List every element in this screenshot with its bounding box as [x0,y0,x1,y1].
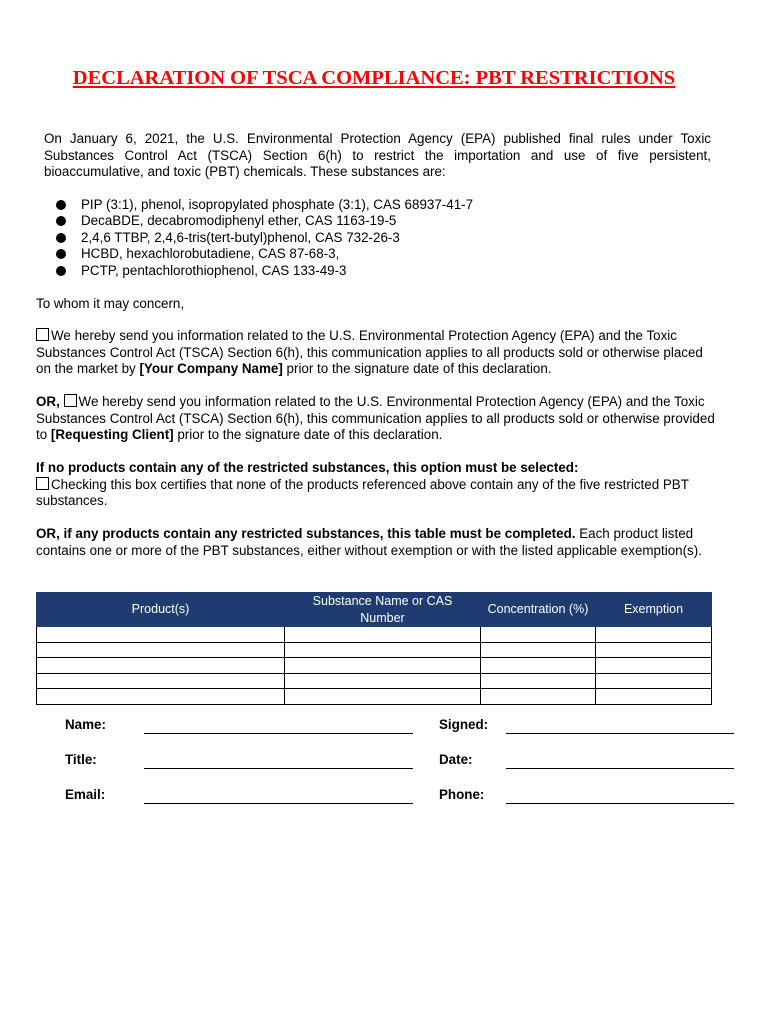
product-cell[interactable] [37,673,285,689]
option-company-paragraph [36,328,716,378]
table-row [37,689,712,705]
concentration-cell[interactable] [481,627,596,643]
no-products-heading: If no products contain any of the restricted substances, this option must be selected: [36,460,579,475]
bullet-icon [56,249,66,259]
greeting: To whom it may concern, [36,296,185,311]
header-concentration: Concentration (%) [481,593,596,627]
or-label: OR, [36,394,60,409]
table-row [37,673,712,689]
substance-text: 2,4,6 TTBP, 2,4,6-tris(tert-butyl)phenol, CAS 732-26-3 [81,229,400,245]
bullet-icon [56,200,66,210]
exemption-cell[interactable] [596,642,712,658]
substance-cell[interactable] [285,673,481,689]
email-field-line[interactable] [144,803,413,804]
document-title: DECLARATION OF TSCA COMPLIANCE: PBT RESTRICTIONS [72,67,676,89]
product-cell[interactable] [37,642,285,658]
date-label: Date: [439,752,473,767]
concentration-cell[interactable] [481,673,596,689]
substance-cell[interactable] [285,627,481,643]
exemption-cell[interactable] [596,658,712,674]
phone-label: Phone: [439,787,485,802]
list-item [56,213,696,229]
products-table [36,592,712,705]
list-item [56,263,696,279]
product-cell[interactable] [37,689,285,705]
client-option-checkbox[interactable] [64,394,77,407]
list-item [56,197,696,213]
substance-text: DecaBDE, decabromodiphenyl ether, CAS 1163-19-5 [81,213,397,229]
title-label: Title: [65,752,97,767]
option-company-text-end: prior to the signature date of this declaration. [282,361,552,377]
substance-cell[interactable] [285,642,481,658]
company-option-checkbox[interactable] [36,328,49,341]
exemption-cell[interactable] [596,673,712,689]
list-item [56,246,696,262]
concentration-cell[interactable] [481,642,596,658]
bullet-icon [56,266,66,276]
phone-field-line[interactable] [506,803,734,804]
company-name-placeholder: [Your Company Name] [139,361,283,377]
exemption-cell[interactable] [596,627,712,643]
no-products-text: Checking this box certifies that none of the products referenced above contain any of the five restricted PBT substances. [36,476,689,509]
table-intro-text: Each product listed contains one or more of the PBT substances, either without exemption or with the listed applicable exemption(s). [36,526,702,558]
product-cell[interactable] [37,658,285,674]
name-field-line[interactable] [144,733,413,734]
option-company-text: We hereby send you information related to the U.S. Environmental Protection Agency (EPA) and the Toxic Substances Control Act (TSCA) Section 6(h), this communication applies to all products sold or otherwise placed on the market by [36,328,703,377]
bullet-icon [56,233,66,243]
table-row [37,627,712,643]
email-label: Email: [65,787,106,802]
list-item [56,230,696,246]
table-intro-paragraph [36,526,716,559]
concentration-cell[interactable] [481,658,596,674]
name-label: Name: [65,717,106,732]
bullet-icon [56,216,66,226]
title-field-line[interactable] [144,768,413,769]
signed-field-line[interactable] [506,733,734,734]
client-placeholder: [Requesting Client] [50,427,174,443]
substance-cell[interactable] [285,689,481,705]
header-exemption: Exemption [596,593,712,627]
intro-paragraph: On January 6, 2021, the U.S. Environmental Protection Agency (EPA) published final rules under Toxic Substances Control Act (TSCA) Section 6(h) to restrict the importation and use of five persistent, bioaccumulative, and toxic (PBT) chemicals. These substances are: [44,131,711,180]
date-field-line[interactable] [506,768,734,769]
exemption-cell[interactable] [596,689,712,705]
table-row [37,658,712,674]
table-header-row [37,593,712,627]
no-products-checkbox[interactable] [36,477,49,490]
option-client-paragraph [36,394,716,444]
substance-text: PCTP, pentachlorothiophenol, CAS 133-49-3 [81,262,347,278]
table-intro-bold: OR, if any products contain any restricted substances, this table must be completed. [36,526,576,541]
table-row [37,642,712,658]
option-client-text-end: prior to the signature date of this declaration. [173,427,443,443]
product-cell[interactable] [37,627,285,643]
substance-text: HCBD, hexachlorobutadiene, CAS 87-68-3, [81,246,340,262]
signed-label: Signed: [439,717,489,732]
option-client-text: We hereby send you information related to the U.S. Environmental Protection Agency (EPA) and the Toxic Substances Control Act (TSCA) Section 6(h), this communication applies to all products sold or otherwise provided to [36,394,715,443]
header-products: Product(s) [37,593,285,627]
substance-list [56,197,696,279]
concentration-cell[interactable] [481,689,596,705]
no-products-paragraph [36,460,716,510]
header-substance: Substance Name or CAS Number [285,593,481,627]
substance-text: PIP (3:1), phenol, isopropylated phosphate (3:1), CAS 68937-41-7 [81,197,474,212]
substance-cell[interactable] [285,658,481,674]
